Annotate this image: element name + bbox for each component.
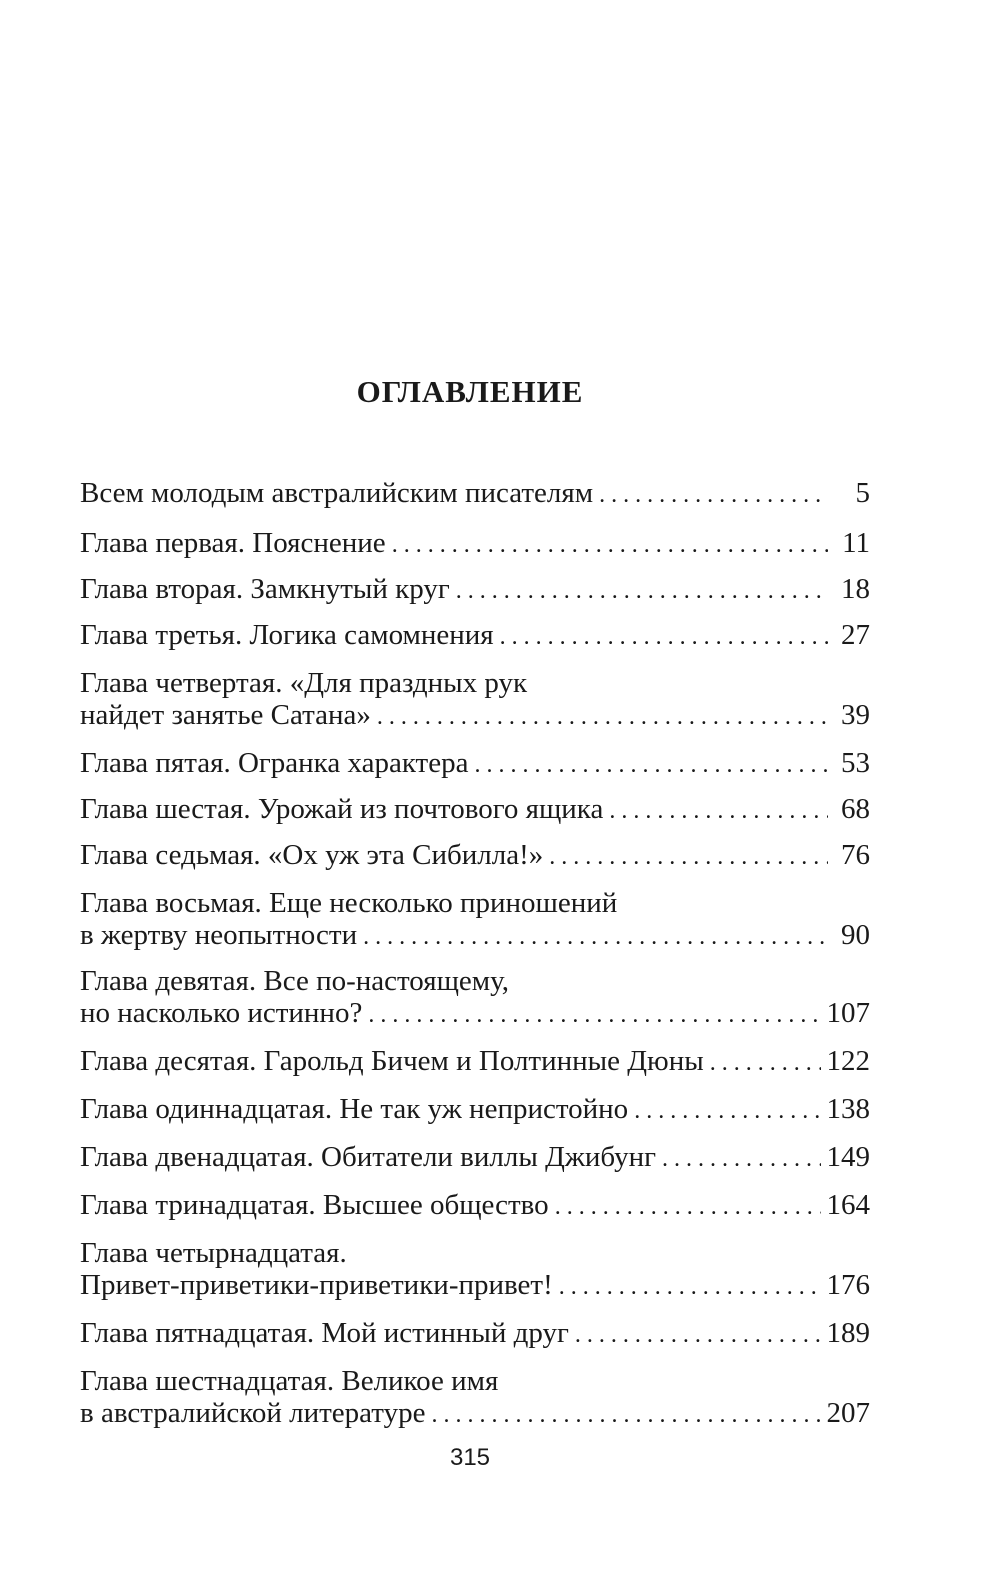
toc-entry-title: в жертву неопытности (80, 919, 358, 951)
toc-entry-page: 39 (841, 699, 870, 731)
toc-entry-line (80, 573, 870, 607)
page-title: ОГЛАВЛЕНИЕ (356, 374, 584, 409)
toc-entry-title: Глава третья. Логика самомнения (80, 619, 494, 651)
toc-entry-line (80, 527, 870, 561)
toc-entry-title: Привет-приветики-приветики-привет! (80, 1269, 553, 1301)
toc-entry-line (80, 1317, 870, 1351)
dot-leader (710, 1047, 821, 1079)
dot-leader (549, 841, 828, 873)
toc-entry-line (80, 1093, 870, 1127)
toc-entry-line (80, 887, 870, 919)
toc-entry-page: 176 (826, 1269, 870, 1301)
toc-entry-title: Глава четвертая. «Для праздных рук (80, 667, 528, 699)
toc-entry-line (80, 1365, 870, 1397)
toc-entry-title: Глава пятая. Огранка характера (80, 747, 469, 779)
dot-leader (559, 1271, 821, 1303)
toc-entry-title: Глава восьмая. Еще несколько приношений (80, 887, 618, 919)
toc-entry (80, 839, 870, 873)
toc-entry-line (80, 667, 870, 699)
toc-entry-title: Глава седьмая. «Ох уж эта Сибилла!» (80, 839, 544, 871)
dot-leader (599, 479, 828, 511)
toc-entry-title: Глава одиннадцатая. Не так уж непристойно (80, 1093, 629, 1125)
toc-entry-page: 107 (826, 997, 870, 1029)
toc-entry-line (80, 1237, 870, 1269)
toc-entry-line (80, 1397, 870, 1431)
toc-entry-line (80, 919, 870, 953)
toc-entry-page: 68 (841, 793, 870, 825)
toc-entry-title: Глава двенадцатая. Обитатели виллы Джибунг (80, 1141, 656, 1173)
dot-leader (392, 529, 828, 561)
dot-leader (500, 621, 828, 653)
toc-entry-line (80, 839, 870, 873)
toc-entry-title: Глава шестая. Урожай из почтового ящика (80, 793, 604, 825)
page-number: 315 (449, 1444, 491, 1471)
toc-entry-title: Глава вторая. Замкнутый круг (80, 573, 450, 605)
dot-leader (662, 1143, 821, 1175)
toc-entry-title: Глава первая. Пояснение (80, 527, 386, 559)
toc-entry-title: найдет занятье Сатана» (80, 699, 371, 731)
toc-entry-page: 27 (841, 619, 870, 651)
toc-entry (80, 527, 870, 561)
toc-entry (80, 1365, 870, 1431)
toc-entry (80, 965, 870, 1031)
toc-entry-page: 122 (826, 1045, 870, 1077)
toc-entry-title: Глава десятая. Гарольд Бичем и Полтинные Дюны (80, 1045, 704, 1077)
toc-entry-page: 90 (841, 919, 870, 951)
dot-leader (368, 999, 820, 1031)
toc-entry-page: 149 (826, 1141, 870, 1173)
toc-entry-title: Всем молодым австралийским писателям (80, 477, 594, 509)
toc-entry-page: 164 (826, 1189, 870, 1221)
toc-entry (80, 747, 870, 781)
toc-entry (80, 619, 870, 653)
toc-entry-line (80, 1141, 870, 1175)
toc-entry-line (80, 965, 870, 997)
toc-entry-line (80, 699, 870, 733)
toc-entry-title: Глава шестнадцатая. Великое имя (80, 1365, 499, 1397)
dot-leader (474, 749, 828, 781)
toc-entry (80, 667, 870, 733)
toc-entry-page: 138 (826, 1093, 870, 1125)
toc-entry (80, 1141, 870, 1175)
toc-entry-line (80, 619, 870, 653)
dot-leader (609, 795, 828, 827)
toc-entry-title: в австралийской литературе (80, 1397, 426, 1429)
toc-entry-line (80, 1045, 870, 1079)
toc-entry (80, 1093, 870, 1127)
toc-entry (80, 1237, 870, 1303)
toc-entry (80, 793, 870, 827)
toc-entry-title: Глава пятнадцатая. Мой истинный друг (80, 1317, 569, 1349)
toc-entry-line (80, 997, 870, 1031)
toc-entry-line (80, 793, 870, 827)
dot-leader (377, 701, 828, 733)
toc-entry-page: 53 (841, 747, 870, 779)
toc-entry-page: 189 (826, 1317, 870, 1349)
toc-entry-page: 76 (841, 839, 870, 871)
toc-entry (80, 573, 870, 607)
dot-leader (431, 1399, 820, 1431)
toc-entry-title: Глава тринадцатая. Высшее общество (80, 1189, 549, 1221)
toc-entry (80, 1045, 870, 1079)
toc-entry-title: Глава девятая. Все по-настоящему, (80, 965, 509, 997)
dot-leader (456, 575, 828, 607)
toc-entry (80, 1189, 870, 1223)
dot-leader (363, 921, 828, 953)
toc-entry-line (80, 1189, 870, 1223)
toc-entry-title: Глава четырнадцатая. (80, 1237, 347, 1269)
toc-entry-page: 18 (841, 573, 870, 605)
toc-entry-page: 207 (826, 1397, 870, 1429)
toc-entry-line (80, 1269, 870, 1303)
toc-entry (80, 887, 870, 953)
toc-entry (80, 1317, 870, 1351)
dot-leader (555, 1191, 821, 1223)
toc-entry-title: но насколько истинно? (80, 997, 363, 1029)
toc-entry-line (80, 747, 870, 781)
dot-leader (634, 1095, 820, 1127)
toc-entry-page: 11 (842, 527, 870, 559)
toc-entry (80, 477, 870, 511)
toc-entry-line (80, 477, 870, 511)
table-of-contents (80, 463, 870, 1431)
toc-entry-page: 5 (855, 477, 870, 509)
dot-leader (575, 1319, 821, 1351)
